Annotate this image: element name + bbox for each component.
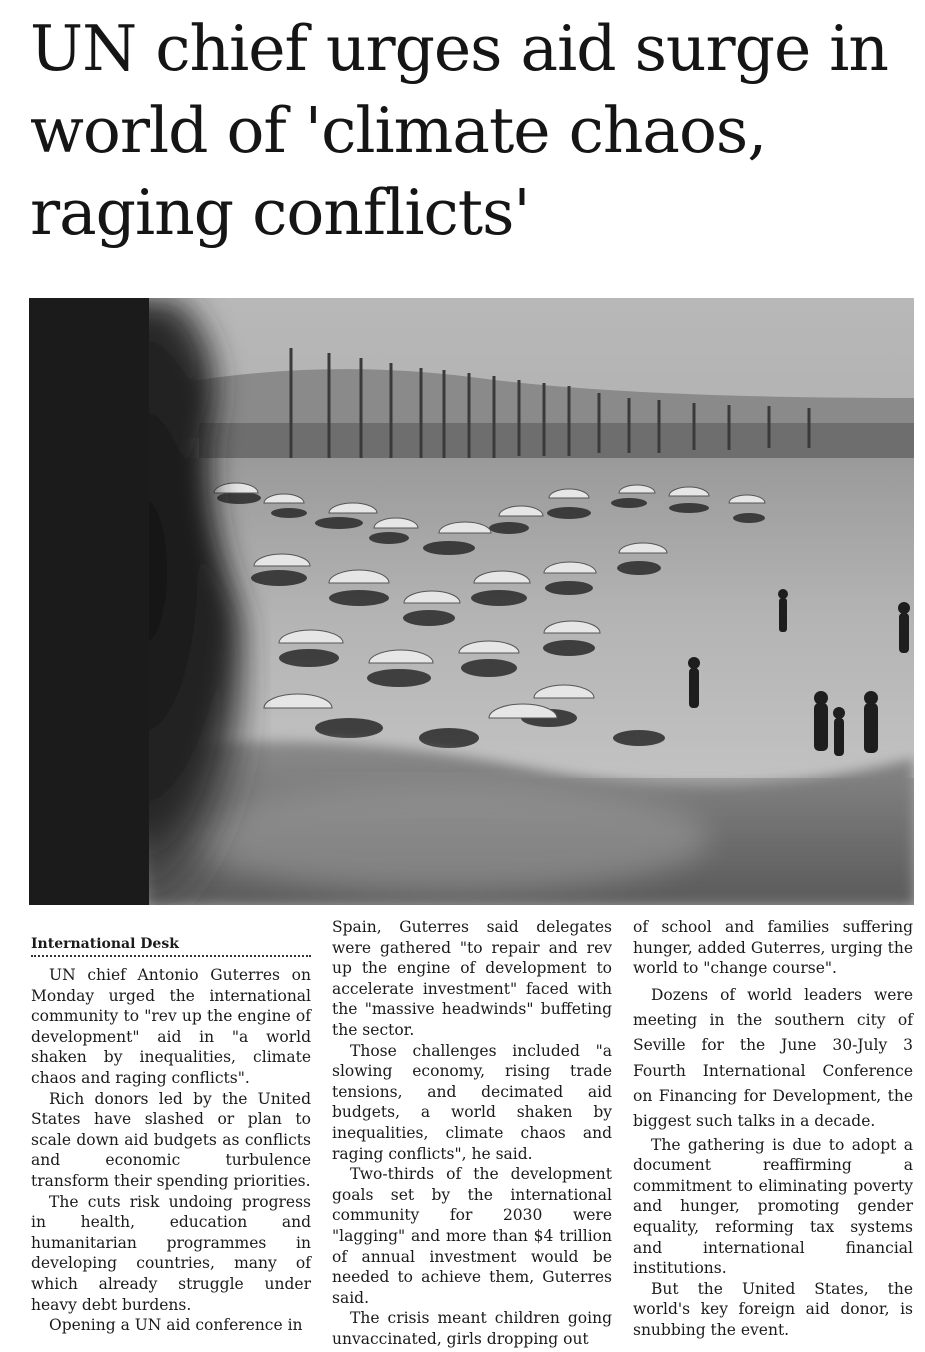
beach-crowd-photo	[29, 298, 914, 905]
paragraph: Two-thirds of the development goals set by the international community for 2030 were "lagging" and more than $4 trillion of annual investment would be needed to achieve them, Guterres said.	[332, 1165, 612, 1307]
paragraph: Those challenges included "a slowing economy, rising trade tensions, and decimated aid budgets, a world shaken by inequalities, climate chaos and raging conflicts", he said.	[332, 1041, 612, 1163]
paragraph: Opening a UN aid conference in	[49, 1316, 303, 1335]
paragraph: The gathering is due to adopt a document reaffirming a commitment to eliminating poverty and hunger, promoting gender equality, reforming tax systems and international financial institutions.	[633, 1135, 913, 1278]
article-column-2	[332, 917, 612, 1349]
headline: UN chief urges aid surge in world of 'climate chaos, raging conflicts'	[30, 12, 888, 249]
paragraph: Rich donors led by the United States have slashed or plan to scale down aid budgets as conflicts and economic turbulence transform their spending priorities.	[31, 1089, 311, 1190]
paragraph: The cuts risk undoing progress in health, education and humanitarian programmes in developing countries, many of which already struggle under heavy debt burdens.	[31, 1192, 311, 1314]
paragraph: UN chief Antonio Guterres on Monday urged the international community to "rev up the engine of development" aid in "a world shaken by inequalities, climate chaos and raging conflicts".	[31, 966, 311, 1087]
section-label: International Desk	[31, 935, 311, 957]
paragraph: of school and families suffering hunger, added Guterres, urging the world to "change course".	[633, 918, 913, 978]
paragraph: But the United States, the world's key foreign aid donor, is snubbing the event.	[633, 1279, 913, 1339]
beach-photo-illustration	[29, 298, 914, 905]
paragraph: Dozens of world leaders were meeting in the southern city of Seville for the June 30-July 3 Fourth International Conference on Financing for Development, the biggest such talks in a decade.	[633, 985, 913, 1131]
article-column-1	[31, 917, 311, 1336]
paragraph: The crisis meant children going unvaccinated, girls dropping out	[332, 1309, 612, 1348]
article-column-3	[633, 917, 913, 1341]
paragraph: Spain, Guterres said delegates were gathered "to repair and rev up the engine of development to accelerate investment" faced with the "massive headwinds" buffeting the sector.	[332, 918, 612, 1039]
